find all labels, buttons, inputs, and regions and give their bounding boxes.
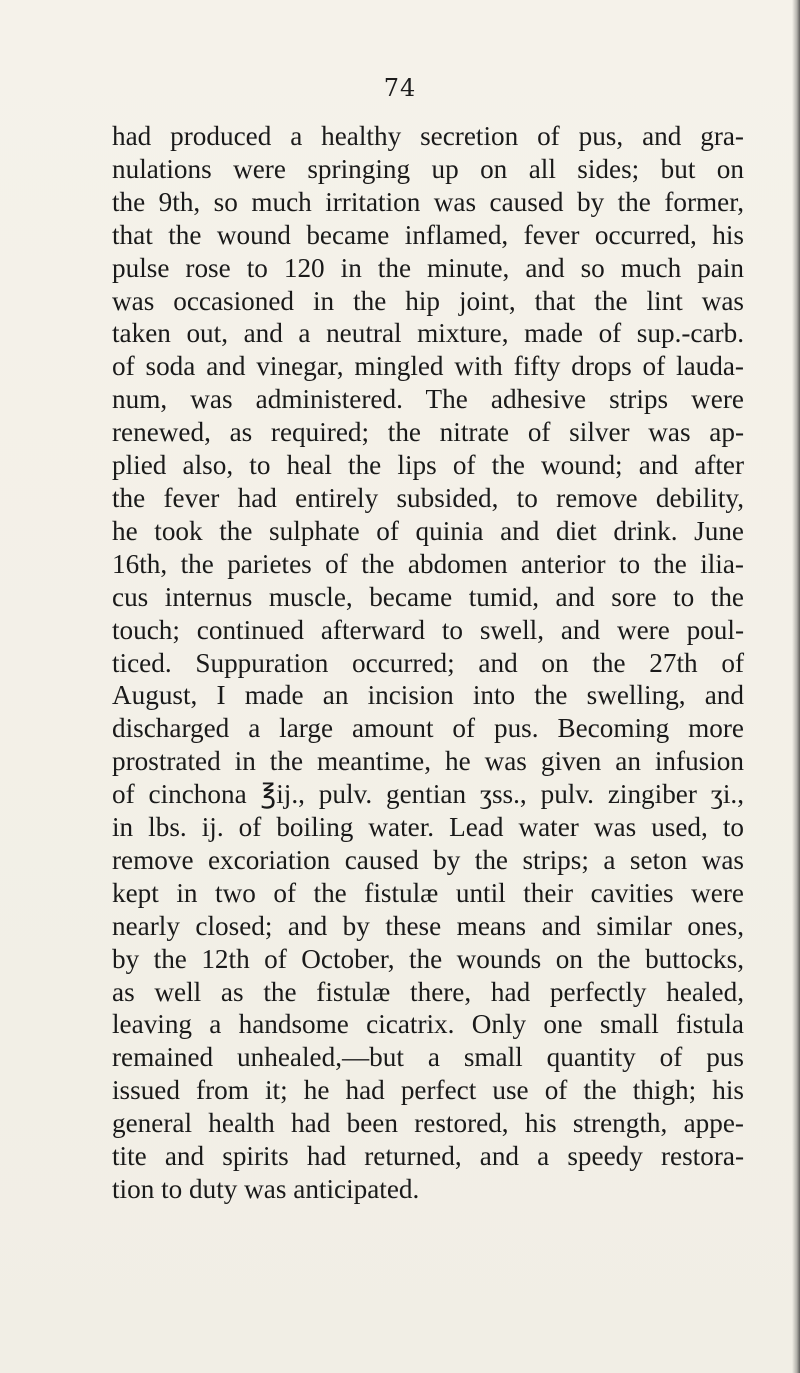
text-line: nulations were springing up on all sides; but on <box>112 153 744 184</box>
text-line: as well as the fistulæ there, had perfectly healed, <box>112 976 744 1007</box>
text-line: August, I made an incision into the swelling, and <box>112 680 744 711</box>
text-line: kept in two of the fistulæ until their cavities were <box>112 877 744 908</box>
text-line: of soda and vinegar, mingled with fifty drops of lauda- <box>112 351 744 382</box>
text-line: remove excoriation caused by the strips; a seton was <box>112 844 744 875</box>
text-line: leaving a handsome cicatrix. Only one small fistula <box>112 1009 744 1040</box>
text-line: issued from it; he had perfect use of the thigh; his <box>112 1075 744 1106</box>
page-number: 74 <box>383 74 417 102</box>
text-line: nearly closed; and by these means and similar ones, <box>112 910 744 941</box>
text-line: was occasioned in the hip joint, that the lint was <box>112 285 744 316</box>
text-line: he took the sulphate of quinia and diet drink. June <box>112 515 744 546</box>
text-line: num, was administered. The adhesive strips were <box>112 384 744 415</box>
text-line: that the wound became inflamed, fever occurred, his <box>112 219 744 250</box>
text-line: ticed. Suppuration occurred; and on the 27th of <box>112 647 744 678</box>
text-line: the 9th, so much irritation was caused by the former, <box>112 186 744 217</box>
text-line: touch; continued afterward to swell, and were poul- <box>112 614 744 645</box>
text-line: the fever had entirely subsided, to remove debility, <box>112 482 744 513</box>
text-line: discharged a large amount of pus. Becoming more <box>112 713 744 744</box>
text-line: renewed, as required; the nitrate of silver was ap- <box>112 417 744 448</box>
page-edge-shadow <box>792 0 800 1373</box>
text-line: prostrated in the meantime, he was given an infusion <box>112 746 744 777</box>
body-text <box>112 120 744 1206</box>
text-line: plied also, to heal the lips of the wound; and after <box>112 450 744 481</box>
text-line: by the 12th of October, the wounds on the buttocks, <box>112 943 744 974</box>
text-line: tite and spirits had returned, and a speedy restora- <box>112 1141 744 1172</box>
text-line: general health had been restored, his strength, appe- <box>112 1108 744 1139</box>
text-line: cus internus muscle, became tumid, and sore to the <box>112 581 744 612</box>
text-line: of cinchona ℥ij., pulv. gentian ʒss., pulv. zingiber ʒi., <box>112 779 744 810</box>
text-line: in lbs. ij. of boiling water. Lead water was used, to <box>112 812 744 843</box>
text-line: 16th, the parietes of the abdomen anterior to the ilia- <box>112 548 744 579</box>
text-line: had produced a healthy secretion of pus, and gra- <box>112 121 744 151</box>
text-line: tion to duty was anticipated. <box>112 1174 420 1204</box>
text-line: remained unhealed,—but a small quantity of pus <box>112 1042 744 1073</box>
text-line: pulse rose to 120 in the minute, and so much pain <box>112 252 744 283</box>
text-line: taken out, and a neutral mixture, made of sup.-carb. <box>112 318 744 349</box>
